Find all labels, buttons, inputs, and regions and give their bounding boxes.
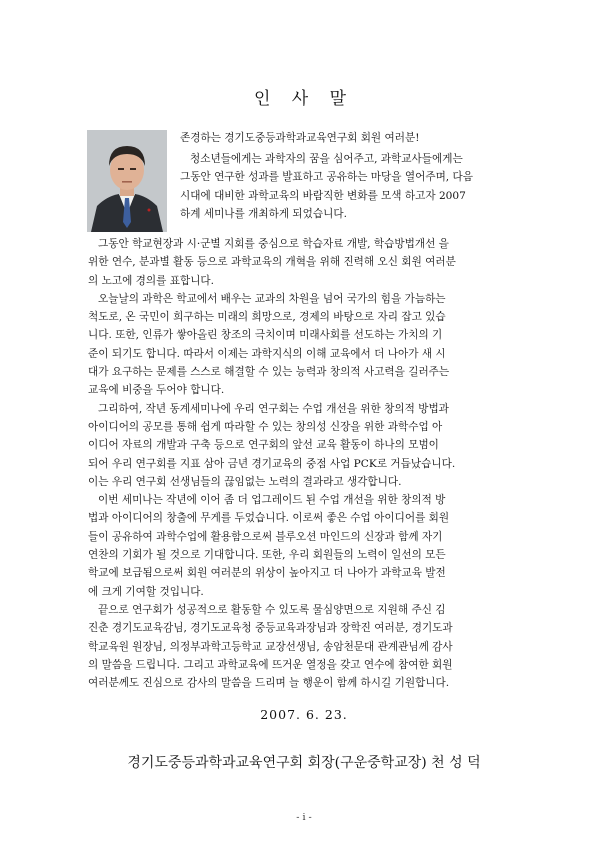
greeting-line: 존경하는 경기도중등과학과교육연구회 회원 여러분! [180,132,420,144]
paragraph-line: 의 노고에 경의를 표합니다. [88,274,215,287]
paragraph-2 [88,235,520,290]
paragraph-line: 되어 우리 연구회를 지표 삼아 금년 경기교육의 중점 사업 PCK로 거듭났습니다. [88,457,456,470]
paragraph-line: 대가 요구하는 문제를 스스로 해결할 수 있는 능력과 창의적 사고력을 길러주는 [88,366,450,379]
letter-body [88,235,520,692]
paragraph-line: 연찬의 기회가 될 것으로 기대합니다. 또한, 우리 회원들의 노력이 일선의 모든 [88,549,446,562]
page-title: 인 사 말 [253,89,355,109]
paragraph-line: 하계 세미나를 개최하게 되었습니다. [180,208,347,221]
paragraph-line: 끝으로 연구회가 성공적으로 활동할 수 있도록 물심양면으로 지원해 주신 김 [98,603,446,616]
paragraph-line: 진춘 경기도교육감님, 경기도교육청 중등교육과장님과 장학진 여러분, 경기도과 [88,622,453,635]
author-portrait [87,130,167,232]
paragraph-6 [88,601,520,692]
signature-line: 경기도중등과학과교육연구회 회장(구운중학교장) 천 성 덕 [127,755,481,771]
paragraph-line: 시대에 대비한 과학교육의 바람직한 변화를 모색 하고자 2007 [180,189,466,202]
paragraph-3 [88,290,520,400]
paragraph-line: 학교에 보급됨으로써 회원 여러분의 위상이 높아지고 더 나아가 과학교육 발전 [88,567,446,580]
paragraph-5 [88,491,520,601]
paragraph-line: 에 크게 기여할 것입니다. [88,585,204,598]
paragraph-line: 교육에 비중을 두어야 합니다. [88,384,225,397]
paragraph-line: 의 말씀을 드립니다. 그리고 과학교육에 뜨거운 열정을 갖고 연수에 참여한 회원 [88,658,453,671]
paragraph-line: 들이 공유하여 과학수업에 활용함으로써 블루오션 마인드의 신장과 함께 자기 [88,530,443,543]
paragraph-line: 그동안 학교현장과 시·군별 지회를 중심으로 학습자료 개발, 학습방법개선 을 [98,238,449,250]
paragraph-line: 그리하여, 작년 동계세미나에 우리 연구회는 수업 개선을 위한 창의적 방법과 [98,402,449,415]
paragraph-line: 청소년들에게는 과학자의 꿈을 심어주고, 과학교사들에게는 [190,153,463,165]
paragraph-line: 아이디어의 공모를 통해 쉽게 따라할 수 있는 창의성 신장을 위한 과학수업 아 [88,420,443,433]
letter-date: 2007. 6. 23. [260,707,348,722]
page-number: - ⅰ - [296,812,312,823]
paragraph-line: 위한 연수, 분과별 활동 등으로 과학교육의 개혁을 위해 진력해 오신 회원 여러분 [88,256,456,269]
paragraph-line: 학교육원 원장님, 의정부과학고등학교 교장선생님, 송암천문대 관계관님께 감사 [88,640,453,653]
portrait-image [87,130,167,232]
paragraph-line: 여러분께도 진심으로 감사의 말씀을 드리며 늘 행운이 함께 하시길 기원합니다. [88,677,450,690]
paragraph-4 [88,400,520,491]
paragraph-line: 그동안 연구한 성과를 발표하고 공유하는 마당을 열어주며, 다음 [180,171,474,184]
paragraph-line: 이번 세미나는 작년에 이어 좀 더 업그레이드 된 수업 개선을 위한 창의적 방 [98,494,446,507]
paragraph-line: 오늘날의 과학은 학교에서 배우는 교과의 차원을 넘어 국가의 힘을 가늠하는 [98,292,446,305]
paragraph-line: 준이 되기도 합니다. 따라서 이제는 과학지식의 이해 교육에서 더 나아가 새 시 [88,347,446,360]
paragraph-line: 니다. 또한, 인류가 쌓아올린 창조의 극치이며 미래사회를 선도하는 가치의 기 [88,329,443,342]
paragraph-1 [180,150,510,224]
paragraph-line: 척도로, 온 국민이 희구하는 미래의 희망으로, 경제의 바탕으로 자리 잡고 있습 [88,311,446,324]
paragraph-line: 법과 아이디어의 창출에 무게를 두었습니다. 이로써 좋은 수업 아이디어를 회원 [88,512,450,525]
paragraph-line: 이디어 자료의 개발과 구축 등으로 연구회의 앞선 교육 활동이 하나의 모범이 [88,439,439,452]
paragraph-line: 이는 우리 연구회 선생님들의 끊임없는 노력의 결과라고 생각합니다. [88,475,402,488]
